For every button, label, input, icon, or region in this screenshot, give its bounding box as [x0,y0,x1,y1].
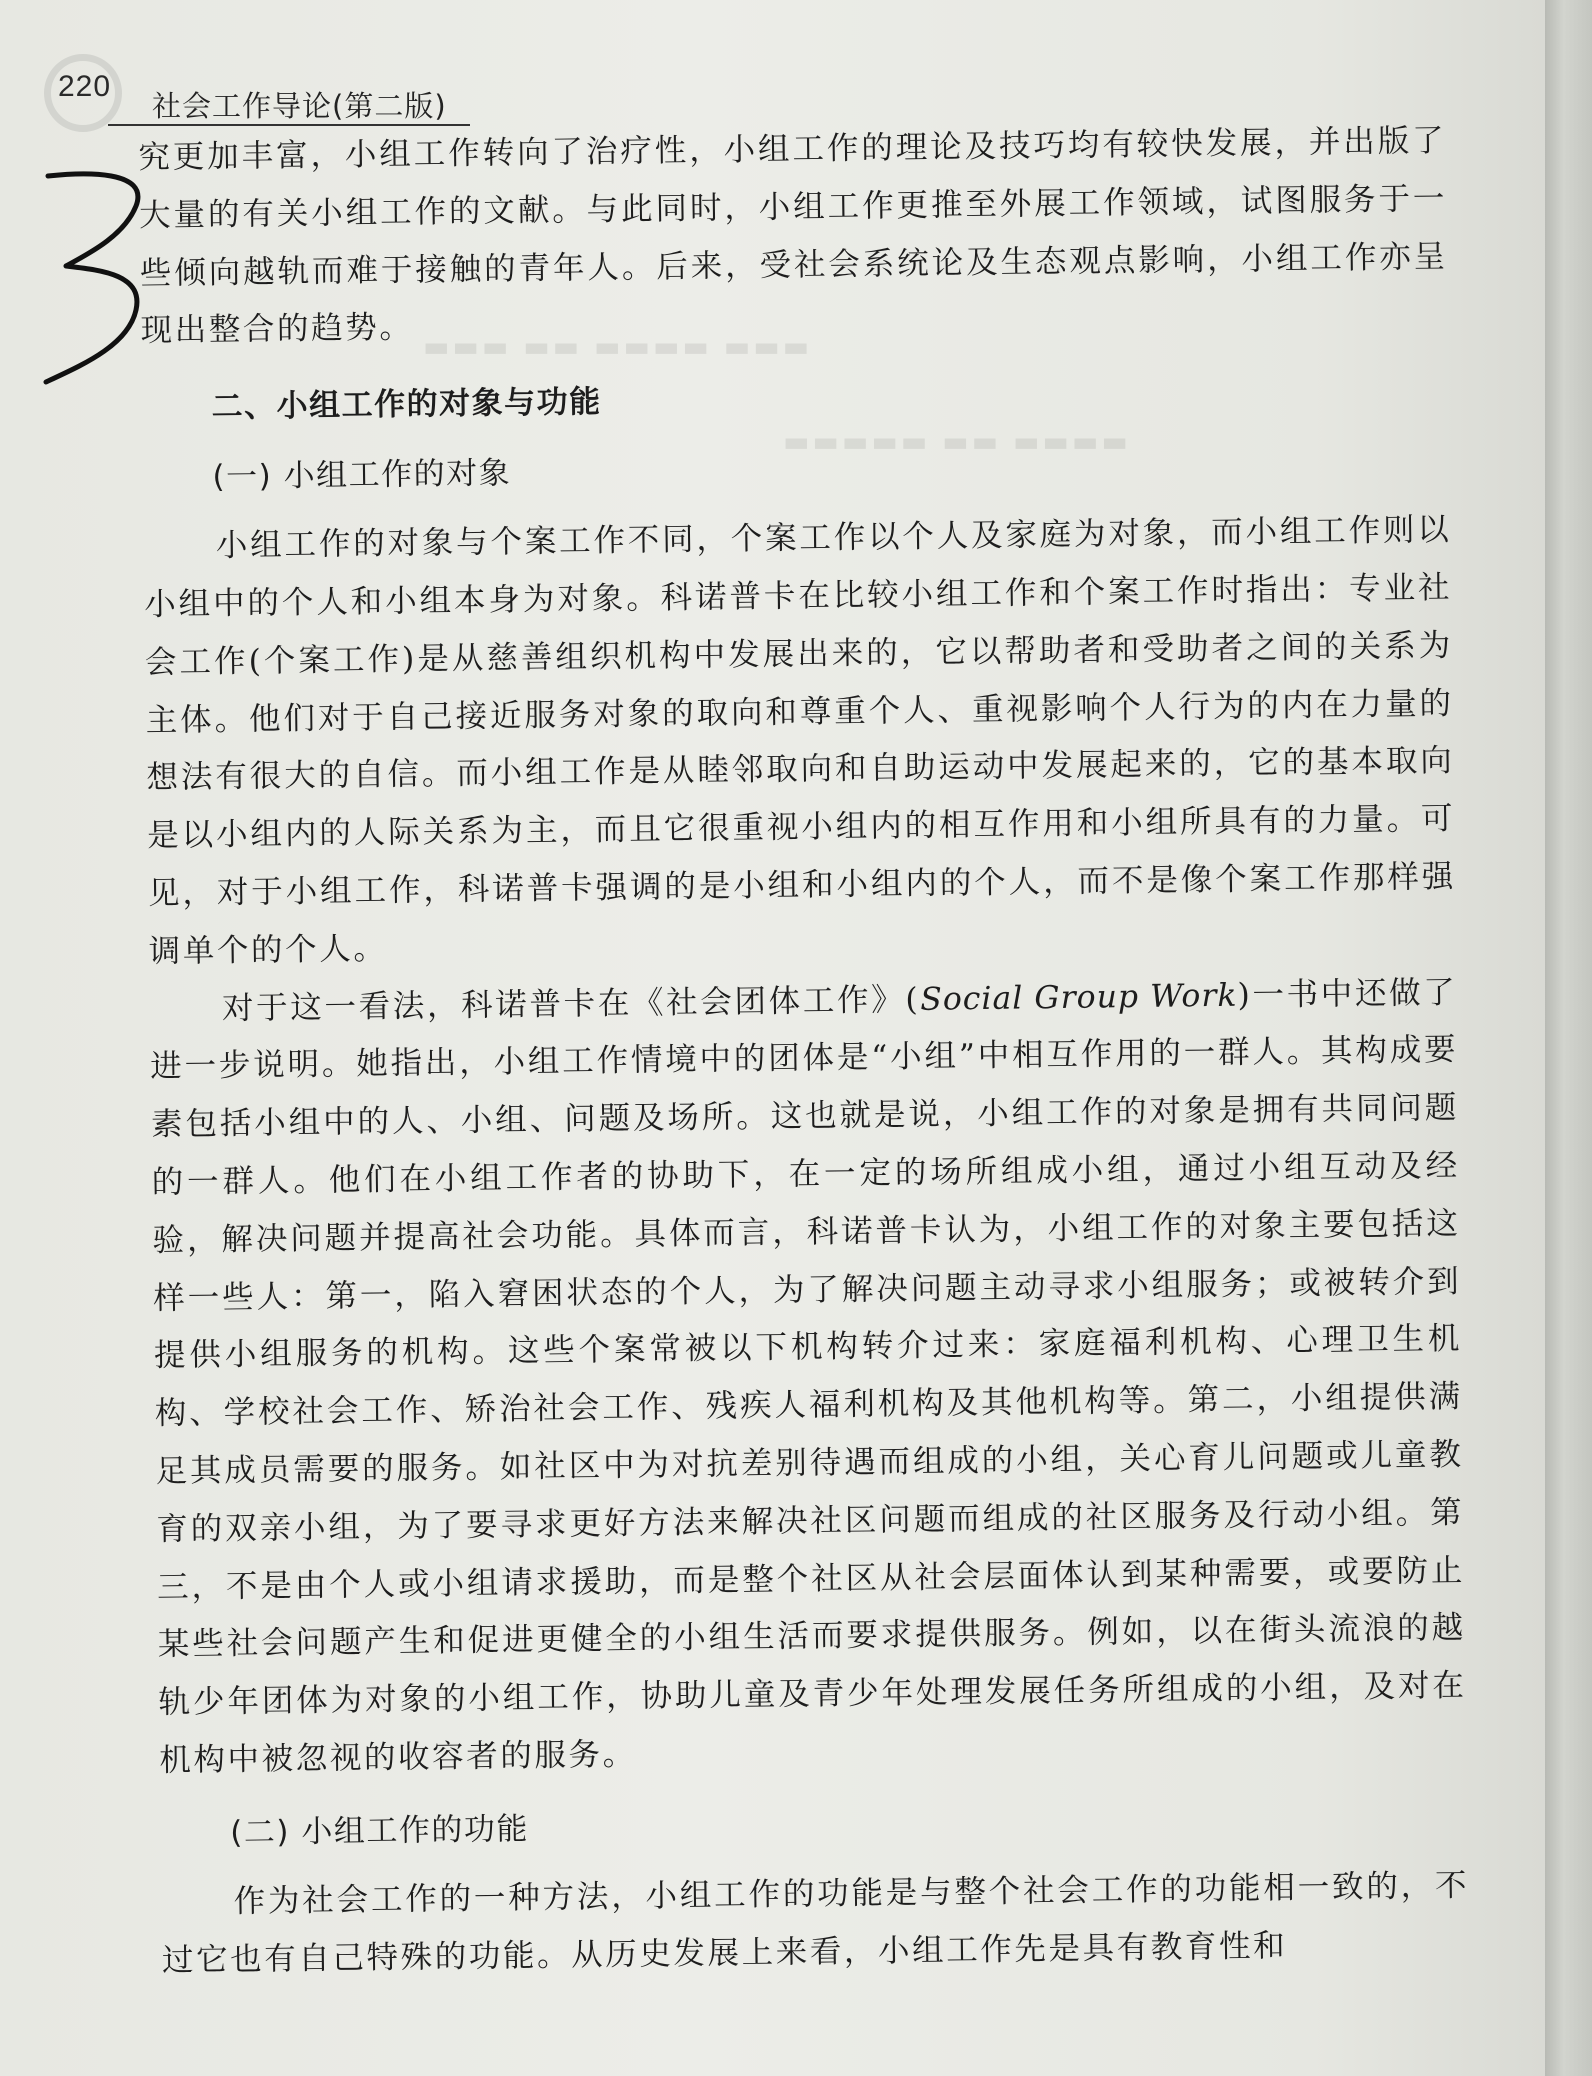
bleed-through-shadow: ▬▬▬ ▬▬▬▬ ▬▬ ▬▬▬ [420,330,810,363]
paragraph [149,964,1467,1790]
paragraph-text: 对于这一看法，科诺普卡在《社会团体工作》( [221,981,921,1027]
bleed-through-shadow: ▬▬▬▬ ▬▬ ▬▬▬▬▬ [780,425,1128,458]
section-heading: 二、小组工作的对象与功能 [211,384,602,426]
subheading-functions: (二) 小组工作的功能 [230,1810,530,1851]
paragraph-text: )一书中还做了进一步说明。她指出，小组工作情境中的团体是“小组”中相互作用的一群人。其构成要素包括小组中的人、小组、问题及场所。这也就是说，小组工作的对象是拥有共同问题的一群人。他们在小组工作者的协助下，在一定的场所组成小组，通过小组互动及经验，解决问题并提高社会功能。具体而言，科诺普卡认为，小组工作的对象主要包括这样一些人：第一，陷入窘困状态的个人，为了解决问题主动寻求小组服务；或被转介到提供小组服务的机构。这些个案常被以下机构转介过来：家庭福利机构、心理卫生机构、学校社会工作、矫治社会工作、残疾人福利机构及其他机构等。第二，小组提供满足其成员需要的服务。如社区中为对抗差别待遇而组成的小组，关心育儿问题或儿童教育的双亲小组，为了要寻求更好方法来解决社区问题而组成的社区服务及行动小组。第三，不是由个人或小组请求援助，而是整个社区从社会层面体认到某种需要，或要防止某些社会问题产生和促进更健全的小组生活而要求提供服务。例如，以在街头流浪的越轨少年团体为对象的小组工作，协助儿童及青少年处理发展任务所组成的小组，及对在机构中被忽视的收容者的服务。 [150,974,1467,1779]
body-text [138,113,1470,1990]
paragraph: 作为社会工作的一种方法，小组工作的功能是与整个社会工作的功能相一致的，不过它也有自己特殊的功能。从历史发展上来看，小组工作先是具有教育性和 [161,1867,1470,1979]
paragraph: 小组工作的对象与个案工作不同，个案工作以个人及家庭为对象，而小组工作则以小组中的个人和小组本身为对象。科诺普卡在比较小组工作和个案工作时指出：专业社会工作(个案工作)是从慈善组织机构中发展出来的，它以帮助者和受助者之间的关系为主体。他们对于自己接近服务对象的取向和尊重个人、重视影响个人行为的内在力量的想法有很大的自信。而小组工作是从睦邻取向和自助运动中发展起来的，它的基本取向是以小组内的人际关系为主，而且它很重视小组内的相互作用和小组所具有的力量。可见，对于小组工作，科诺普卡强调的是小组和小组内的个人，而不是像个案工作那样强调单个的个人。 [143,512,1457,970]
running-title: 社会工作导论(第二版) [152,89,447,123]
paragraph-continued: 究更加丰富，小组工作转向了治疗性，小组工作的理论及技巧均有较快发展，并出版了大量的有关小组工作的文献。与此同时，小组工作更推至外展工作领域，试图服务于一些倾向越轨而难于接触的青年人。后来，受社会系统论及生态观点影响，小组工作亦呈现出整合的趋势。 [138,122,1449,350]
page-edge-shadow [1545,0,1592,2076]
page-number: 220 [58,70,112,103]
book-title-english: Social Group Work [919,977,1238,1018]
subheading-objects: (一) 小组工作的对象 [212,455,512,496]
